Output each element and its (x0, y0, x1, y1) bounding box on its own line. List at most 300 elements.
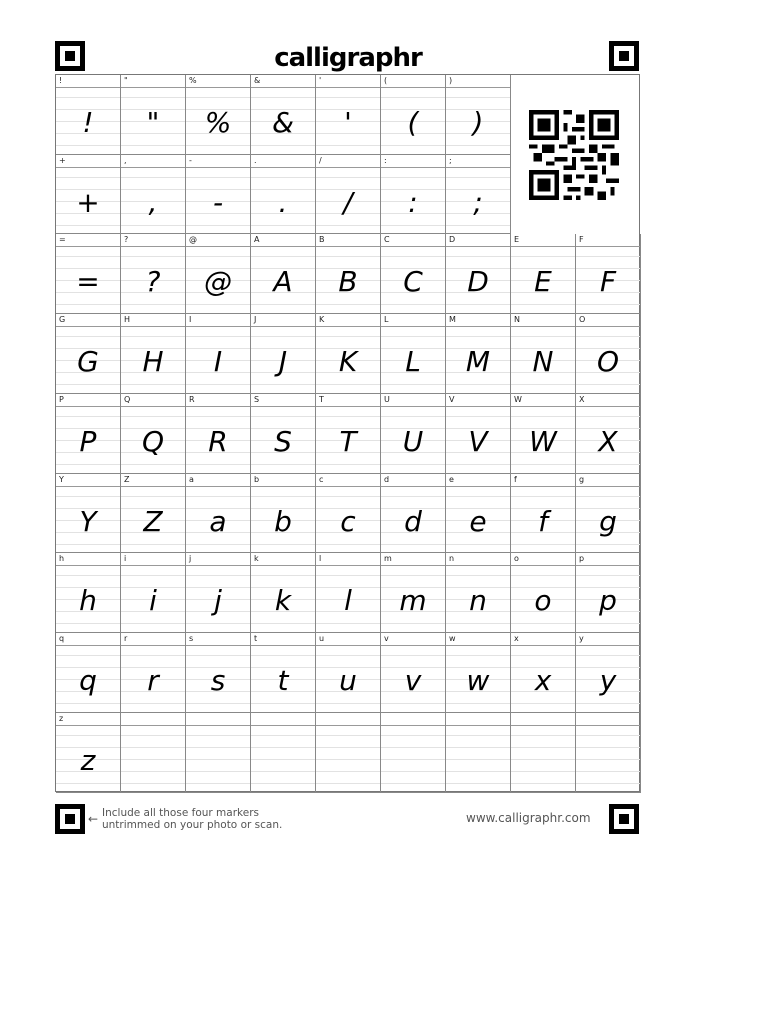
glyph-cell (251, 234, 316, 314)
cell-header (446, 713, 510, 726)
guide-line (381, 747, 445, 748)
cell-label: m (384, 554, 392, 563)
cell-label: C (384, 235, 390, 244)
cell-header (446, 553, 510, 566)
guide-line (251, 177, 315, 178)
cell-header (251, 633, 315, 646)
cell-label: ; (449, 156, 452, 165)
guide-line (446, 623, 510, 624)
glyph-cell (381, 394, 446, 474)
handwritten-glyph: b (274, 505, 292, 538)
glyph-cell (381, 474, 446, 553)
qr-code-icon (527, 110, 621, 200)
cell-header (121, 394, 185, 407)
corner-marker-bottom-right (609, 804, 639, 834)
cell-label: j (189, 554, 192, 563)
guide-line (186, 416, 250, 417)
guide-line (381, 304, 445, 305)
handwritten-glyph: - (212, 186, 224, 219)
guide-line (316, 256, 380, 257)
cell-header (381, 234, 445, 247)
handwritten-glyph: % (204, 106, 232, 139)
glyph-cell (56, 314, 121, 394)
cell-label: o (514, 554, 519, 563)
cell-header (121, 633, 185, 646)
handwritten-glyph: = (76, 265, 100, 298)
cell-label: . (254, 156, 257, 165)
cell-header (56, 394, 120, 407)
cell-label: / (319, 156, 322, 165)
cell-label: b (254, 475, 260, 484)
guide-line (511, 655, 575, 656)
handwritten-glyph: Y (79, 505, 97, 538)
handwritten-glyph: ! (82, 106, 94, 139)
guide-line (446, 771, 510, 772)
cell-header (446, 474, 510, 487)
handwritten-glyph: / (343, 186, 353, 219)
handwritten-glyph: s (210, 664, 226, 697)
guide-line (186, 145, 250, 146)
glyph-cell (576, 234, 641, 314)
guide-line (186, 177, 250, 178)
guide-line (251, 336, 315, 337)
handwritten-glyph: X (598, 425, 618, 458)
handwritten-glyph: H (142, 345, 164, 378)
cell-header (381, 314, 445, 327)
instruction-line-2: untrimmed on your photo or scan. (102, 819, 283, 831)
glyph-cell (381, 75, 446, 155)
handwritten-glyph: k (274, 584, 292, 617)
guide-line (121, 759, 185, 760)
glyph-cell (511, 713, 576, 793)
glyph-cell (186, 633, 251, 713)
guide-line (251, 97, 315, 98)
guide-line (576, 783, 640, 784)
cell-header (511, 234, 575, 247)
glyph-cell (56, 633, 121, 713)
guide-line (186, 97, 250, 98)
guide-line (316, 735, 380, 736)
guide-line (56, 735, 120, 736)
handwritten-glyph: c (340, 505, 356, 538)
guide-line (446, 97, 510, 98)
handwritten-glyph: Q (141, 425, 165, 458)
glyph-cell (56, 474, 121, 553)
cell-label: E (514, 235, 520, 244)
cell-header (316, 633, 380, 646)
guide-line (56, 97, 120, 98)
guide-line (511, 304, 575, 305)
cell-header (511, 633, 575, 646)
handwritten-glyph: A (273, 265, 293, 298)
cell-label: - (189, 156, 192, 165)
glyph-cell (316, 314, 381, 394)
glyph-cell (576, 633, 641, 713)
cell-label: k (254, 554, 259, 563)
guide-line (576, 575, 640, 576)
handwritten-glyph: y (599, 664, 617, 697)
glyph-cell (251, 553, 316, 633)
glyph-cell (121, 474, 186, 553)
cell-label: e (449, 475, 454, 484)
cell-label: U (384, 395, 390, 404)
glyph-cell (576, 553, 641, 633)
cell-label: q (59, 634, 65, 643)
cell-label: ' (319, 76, 322, 85)
guide-line (316, 544, 380, 545)
cell-label: w (449, 634, 456, 643)
guide-line (251, 771, 315, 772)
cell-label: s (189, 634, 194, 643)
guide-line (121, 783, 185, 784)
handwritten-glyph: v (404, 664, 422, 697)
guide-line (511, 575, 575, 576)
glyph-cell (446, 75, 511, 155)
cell-label: W (514, 395, 522, 404)
guide-line (381, 416, 445, 417)
guide-line (186, 703, 250, 704)
handwritten-glyph: r (147, 664, 159, 697)
handwritten-glyph: x (534, 664, 552, 697)
cell-label: l (319, 554, 322, 563)
cell-header (576, 234, 640, 247)
glyph-cell (121, 394, 186, 474)
glyph-cell (446, 633, 511, 713)
glyph-cell (576, 474, 641, 553)
guide-line (251, 225, 315, 226)
cell-label: A (254, 235, 260, 244)
cell-header (511, 713, 575, 726)
cell-header (186, 474, 250, 487)
glyph-cell (381, 314, 446, 394)
cell-label: d (384, 475, 390, 484)
cell-label: t (254, 634, 258, 643)
guide-line (121, 304, 185, 305)
cell-header (576, 713, 640, 726)
guide-line (251, 496, 315, 497)
guide-line (446, 464, 510, 465)
glyph-cell (576, 713, 641, 793)
cell-header (381, 75, 445, 88)
handwritten-glyph: V (468, 425, 488, 458)
cell-header (56, 314, 120, 327)
glyph-cell (121, 314, 186, 394)
cell-label: c (319, 475, 324, 484)
glyph-cell (316, 394, 381, 474)
guide-line (186, 623, 250, 624)
cell-label: K (319, 315, 325, 324)
handwritten-glyph: p (599, 584, 617, 617)
cell-label: ! (59, 76, 63, 85)
cell-label: Y (59, 475, 64, 484)
cell-header (186, 553, 250, 566)
handwritten-glyph: C (403, 265, 423, 298)
handwritten-glyph: U (402, 425, 424, 458)
cell-header (511, 553, 575, 566)
guide-line (56, 703, 120, 704)
handwritten-glyph: a (209, 505, 227, 538)
cell-label: y (579, 634, 584, 643)
guide-line (316, 97, 380, 98)
cell-header (186, 633, 250, 646)
guide-line (381, 145, 445, 146)
glyph-cell (121, 633, 186, 713)
guide-line (56, 655, 120, 656)
glyph-cell (56, 713, 121, 793)
glyph-cell (511, 474, 576, 553)
guide-line (251, 655, 315, 656)
glyph-cell (381, 234, 446, 314)
guide-line (446, 759, 510, 760)
guide-line (446, 177, 510, 178)
guide-line (381, 703, 445, 704)
cell-label: v (384, 634, 389, 643)
glyph-cell (576, 314, 641, 394)
handwritten-glyph: d (404, 505, 422, 538)
guide-line (381, 544, 445, 545)
cell-label: B (319, 235, 325, 244)
guide-line (56, 783, 120, 784)
guide-line (251, 256, 315, 257)
guide-line (186, 655, 250, 656)
glyph-cell (316, 155, 381, 234)
cell-header (121, 553, 185, 566)
glyph-cell (251, 394, 316, 474)
glyph-cell (576, 394, 641, 474)
guide-line (121, 225, 185, 226)
cell-label: Q (124, 395, 131, 404)
cell-header (576, 314, 640, 327)
guide-line (121, 145, 185, 146)
guide-line (121, 256, 185, 257)
guide-line (446, 575, 510, 576)
cell-header (446, 234, 510, 247)
guide-line (186, 735, 250, 736)
cell-label: J (254, 315, 257, 324)
cell-header (381, 633, 445, 646)
guide-line (446, 416, 510, 417)
handwritten-glyph: T (339, 425, 357, 458)
guide-line (511, 747, 575, 748)
guide-line (511, 464, 575, 465)
cell-header (251, 75, 315, 88)
handwritten-glyph: M (465, 345, 491, 378)
handwritten-glyph: @ (204, 265, 232, 298)
glyph-cell (381, 155, 446, 234)
handwritten-glyph: & (272, 106, 294, 139)
guide-line (121, 735, 185, 736)
cell-label: P (59, 395, 64, 404)
cell-header (56, 75, 120, 88)
handwritten-glyph: E (534, 265, 552, 298)
guide-line (316, 145, 380, 146)
guide-line (186, 256, 250, 257)
guide-line (186, 747, 250, 748)
cell-label: X (579, 395, 585, 404)
cell-label: L (384, 315, 389, 324)
cell-header (56, 633, 120, 646)
guide-line (446, 655, 510, 656)
guide-line (381, 336, 445, 337)
glyph-cell (186, 234, 251, 314)
cell-header (56, 553, 120, 566)
handwritten-glyph: K (338, 345, 358, 378)
cell-header (251, 155, 315, 168)
handwritten-glyph: o (534, 584, 552, 617)
cell-label: " (124, 76, 128, 85)
guide-line (381, 655, 445, 656)
glyph-cell (316, 633, 381, 713)
guide-line (56, 225, 120, 226)
guide-line (121, 544, 185, 545)
cell-header (121, 474, 185, 487)
guide-line (511, 256, 575, 257)
glyph-cell (121, 553, 186, 633)
cell-header (316, 713, 380, 726)
handwritten-glyph: ? (145, 265, 161, 298)
website-link[interactable]: www.calligraphr.com (466, 811, 591, 825)
cell-header (186, 155, 250, 168)
glyph-cell (56, 155, 121, 234)
cell-header (316, 155, 380, 168)
cell-label: V (449, 395, 455, 404)
handwritten-glyph: ) (472, 106, 484, 139)
cell-label: ? (124, 235, 129, 244)
guide-line (381, 97, 445, 98)
guide-line (186, 771, 250, 772)
guide-line (381, 177, 445, 178)
guide-line (576, 544, 640, 545)
guide-line (381, 575, 445, 576)
handwritten-glyph: i (149, 584, 157, 617)
glyph-cell (446, 155, 511, 234)
cell-label: u (319, 634, 325, 643)
cell-label: H (124, 315, 131, 324)
guide-line (56, 623, 120, 624)
guide-line (121, 336, 185, 337)
glyph-cell (316, 75, 381, 155)
guide-line (251, 544, 315, 545)
cell-header (511, 474, 575, 487)
guide-line (56, 384, 120, 385)
corner-marker-top-right (609, 41, 639, 71)
glyph-cell (56, 553, 121, 633)
guide-line (121, 747, 185, 748)
guide-line (381, 759, 445, 760)
guide-line (446, 384, 510, 385)
cell-header (251, 474, 315, 487)
guide-line (511, 496, 575, 497)
cell-label: : (384, 156, 387, 165)
handwritten-glyph: u (339, 664, 357, 697)
guide-line (576, 703, 640, 704)
cell-header (446, 394, 510, 407)
guide-line (446, 735, 510, 736)
guide-line (186, 783, 250, 784)
glyph-cell (251, 713, 316, 793)
guide-line (186, 336, 250, 337)
cell-header (381, 155, 445, 168)
guide-line (186, 384, 250, 385)
guide-line (381, 225, 445, 226)
guide-line (316, 416, 380, 417)
guide-line (316, 496, 380, 497)
glyph-cell (381, 713, 446, 793)
glyph-cell (121, 155, 186, 234)
cell-header (316, 474, 380, 487)
guide-line (511, 416, 575, 417)
guide-line (446, 783, 510, 784)
guide-line (576, 747, 640, 748)
handwritten-glyph: z (80, 744, 96, 777)
guide-line (56, 177, 120, 178)
handwritten-glyph: w (466, 664, 490, 697)
glyph-cell (446, 394, 511, 474)
guide-line (316, 384, 380, 385)
handwritten-glyph: L (405, 345, 421, 378)
handwritten-glyph: + (76, 186, 100, 219)
cell-header (316, 75, 380, 88)
cell-label: M (449, 315, 456, 324)
handwritten-glyph: m (399, 584, 427, 617)
guide-line (511, 384, 575, 385)
guide-line (381, 256, 445, 257)
cell-header (251, 234, 315, 247)
glyph-cell (186, 713, 251, 793)
guide-line (316, 703, 380, 704)
handwritten-glyph: " (146, 106, 160, 139)
guide-line (121, 496, 185, 497)
cell-header (251, 553, 315, 566)
guide-line (56, 575, 120, 576)
glyph-cell (121, 75, 186, 155)
guide-line (446, 496, 510, 497)
guide-line (576, 256, 640, 257)
handwritten-glyph: l (344, 584, 352, 617)
cell-label: f (514, 475, 517, 484)
guide-line (251, 464, 315, 465)
cell-label: D (449, 235, 456, 244)
guide-line (251, 783, 315, 784)
guide-line (316, 623, 380, 624)
handwritten-glyph: F (599, 265, 617, 298)
guide-line (251, 623, 315, 624)
cell-label: @ (189, 235, 197, 244)
guide-line (121, 384, 185, 385)
handwritten-glyph: . (278, 186, 288, 219)
handwritten-glyph: I (213, 345, 223, 378)
glyph-cell (446, 553, 511, 633)
cell-header (121, 75, 185, 88)
cell-label: + (59, 156, 66, 165)
glyph-cell (56, 394, 121, 474)
cell-label: S (254, 395, 260, 404)
cell-header (186, 713, 250, 726)
instruction-line-1: Include all those four markers (102, 807, 259, 819)
guide-line (251, 145, 315, 146)
cell-header (121, 234, 185, 247)
cell-label: i (124, 554, 127, 563)
cell-header (381, 713, 445, 726)
handwritten-glyph: : (408, 186, 418, 219)
cell-header (316, 234, 380, 247)
cell-label: r (124, 634, 128, 643)
cell-header (316, 314, 380, 327)
guide-line (121, 416, 185, 417)
glyph-cell (251, 314, 316, 394)
guide-line (446, 336, 510, 337)
glyph-cell (121, 713, 186, 793)
